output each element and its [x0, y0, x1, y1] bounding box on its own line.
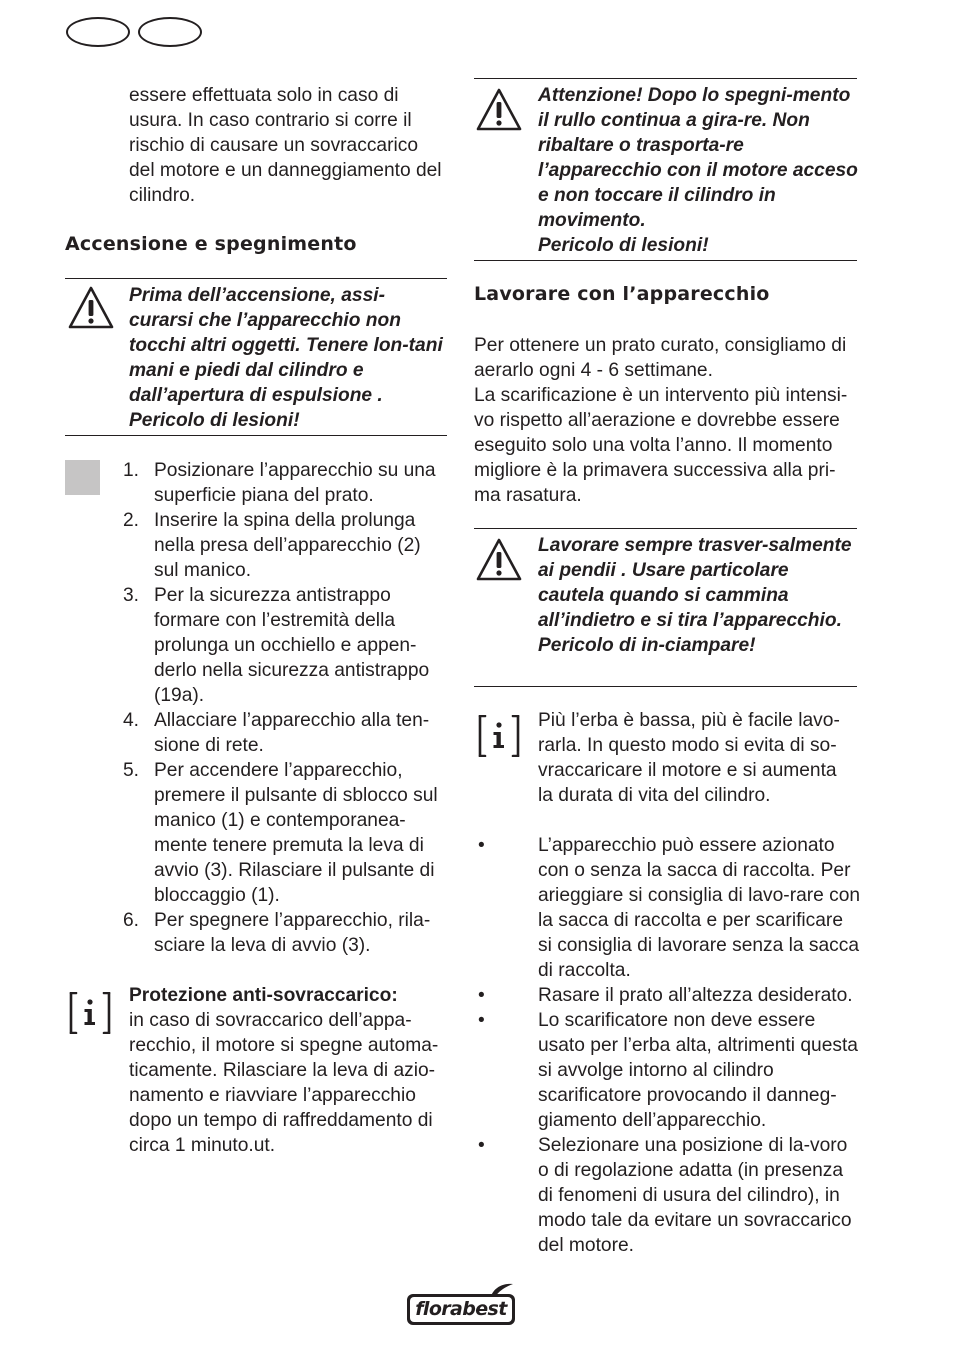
- list-item: • L’apparecchio può essere azionato con o senza la sacca di raccolta. Per arieggiare si consiglia di lavo-rare con la sacca di raccolta e per scarificare si consiglia di lavorare senza la sacca di raccolta.: [478, 835, 861, 981]
- brand-logo: [405, 1282, 517, 1328]
- intro-text: essere effettuata solo in caso di usura. In caso contrario si corre il rischio di causare un sovraccarico del motore e un danneggiamento del cilindro.: [129, 85, 442, 206]
- list-item: 3. Per la sicurezza antistrappo formare con l’estremità della prolunga un occhiello e appen-derlo nella sicurezza antistrappo (19a).: [122, 585, 430, 706]
- info-text: in caso di sovraccarico dell’appa-recchio, il motore si spegne automa-ticamente. Rilasciare la leva di azio-namento e riavviare l’apparecchio dopo un tempo di raffreddamento di circa 1 minuto.ut.: [129, 1010, 439, 1156]
- list-item: 6. Per spegnere l’apparecchio, rila-sciare la leva di avvio (3).: [122, 910, 431, 956]
- warning-icon: [475, 87, 523, 138]
- info-icon: [67, 992, 113, 1039]
- list-item: 1. Posizionare l’apparecchio su una superficie piana del prato.: [122, 460, 436, 506]
- warning-switch-on: Prima dell’accensione, assi-curarsi che l’apparecchio non tocchi altri oggetti. Tenere lon-tani mani e piedi dal cilindro e dall’apertura di espulsione . Pericolo di lesioni!: [129, 285, 443, 431]
- section-title-power: Accensione e spegnimento: [65, 233, 357, 255]
- working-paragraphs: [474, 333, 862, 508]
- warning-after-switch-off: [538, 83, 860, 258]
- warning-icon: [67, 285, 115, 336]
- info-grass-height: Più l’erba è bassa, più è facile lavo-rarla. In questo modo si evita di so-vraccaricare il motore e si aumenta la durata di vita del cilindro.: [538, 710, 840, 806]
- list-item: 2. Inserire la spina della prolunga nella presa dell’apparecchio (2) sul manico.: [122, 510, 421, 581]
- list-item: 5. Per accendere l’apparecchio, premere il pulsante di sblocco sul manico (1) e contemporanea-mente tenere premuta la leva di avvio (3). Rilasciare il pulsante di bloccaggio (1).: [122, 760, 438, 906]
- divider: [474, 528, 857, 529]
- divider: [65, 278, 447, 279]
- info-title: Protezione anti-sovraccarico:: [129, 985, 398, 1006]
- steps-list: [117, 458, 449, 958]
- warning-text: Attenzione! Dopo lo spegni-mento il rullo continua a gira-re. Non ribaltare o trasporta-re l’apparecchio con il motore acceso e non toccare il cilindro in movimento.: [538, 85, 858, 231]
- paragraph-aeration: Per ottenere un prato curato, consigliamo di aerarlo ogni 4 - 6 settimane.: [474, 335, 847, 381]
- paragraph-scarification: La scarificazione è un intervento più intensi-vo rispetto all’aerazione e dovrebbe essere eseguito solo una volta l’anno. Il momento migliore è la primavera successiva alla pri-ma rasatura.: [474, 385, 848, 506]
- divider: [474, 686, 857, 687]
- divider: [65, 435, 447, 436]
- warning-slopes: Lavorare sempre trasver-salmente ai pendii . Usare particolare cautela quando si cammina all’indietro e si tira l’apparecchio. Pericolo di in-ciampare!: [538, 535, 852, 656]
- divider: [474, 260, 857, 261]
- warning-danger: Pericolo di lesioni!: [538, 235, 709, 256]
- divider: [474, 78, 857, 79]
- section-title-working: Lavorare con l’apparecchio: [474, 283, 770, 305]
- language-badge-left: [66, 17, 130, 47]
- info-icon: [476, 715, 522, 762]
- tips-list: [474, 833, 862, 1258]
- info-overload: [129, 983, 447, 1158]
- list-item: • Selezionare una posizione di la-voro o di regolazione adatta (in presenza di fenomeni di usura del cilindro), in modo tale da evitare un sovraccarico del motore.: [478, 1135, 852, 1256]
- list-item: • Rasare il prato all’altezza desiderato.: [478, 985, 853, 1006]
- step-marker: [65, 460, 100, 495]
- warning-icon: [475, 537, 523, 588]
- logo-text: florabest: [415, 1298, 507, 1320]
- list-item: 4. Allacciare l’apparecchio alla ten-sione di rete.: [122, 710, 430, 756]
- list-item: • Lo scarificatore non deve essere usato per l’erba alta, altrimenti questa si avvolge intorno al cilindro scarificatore provocando il danneg-giamento dell’apparecchio.: [478, 1010, 858, 1131]
- language-badge-right: [138, 17, 202, 47]
